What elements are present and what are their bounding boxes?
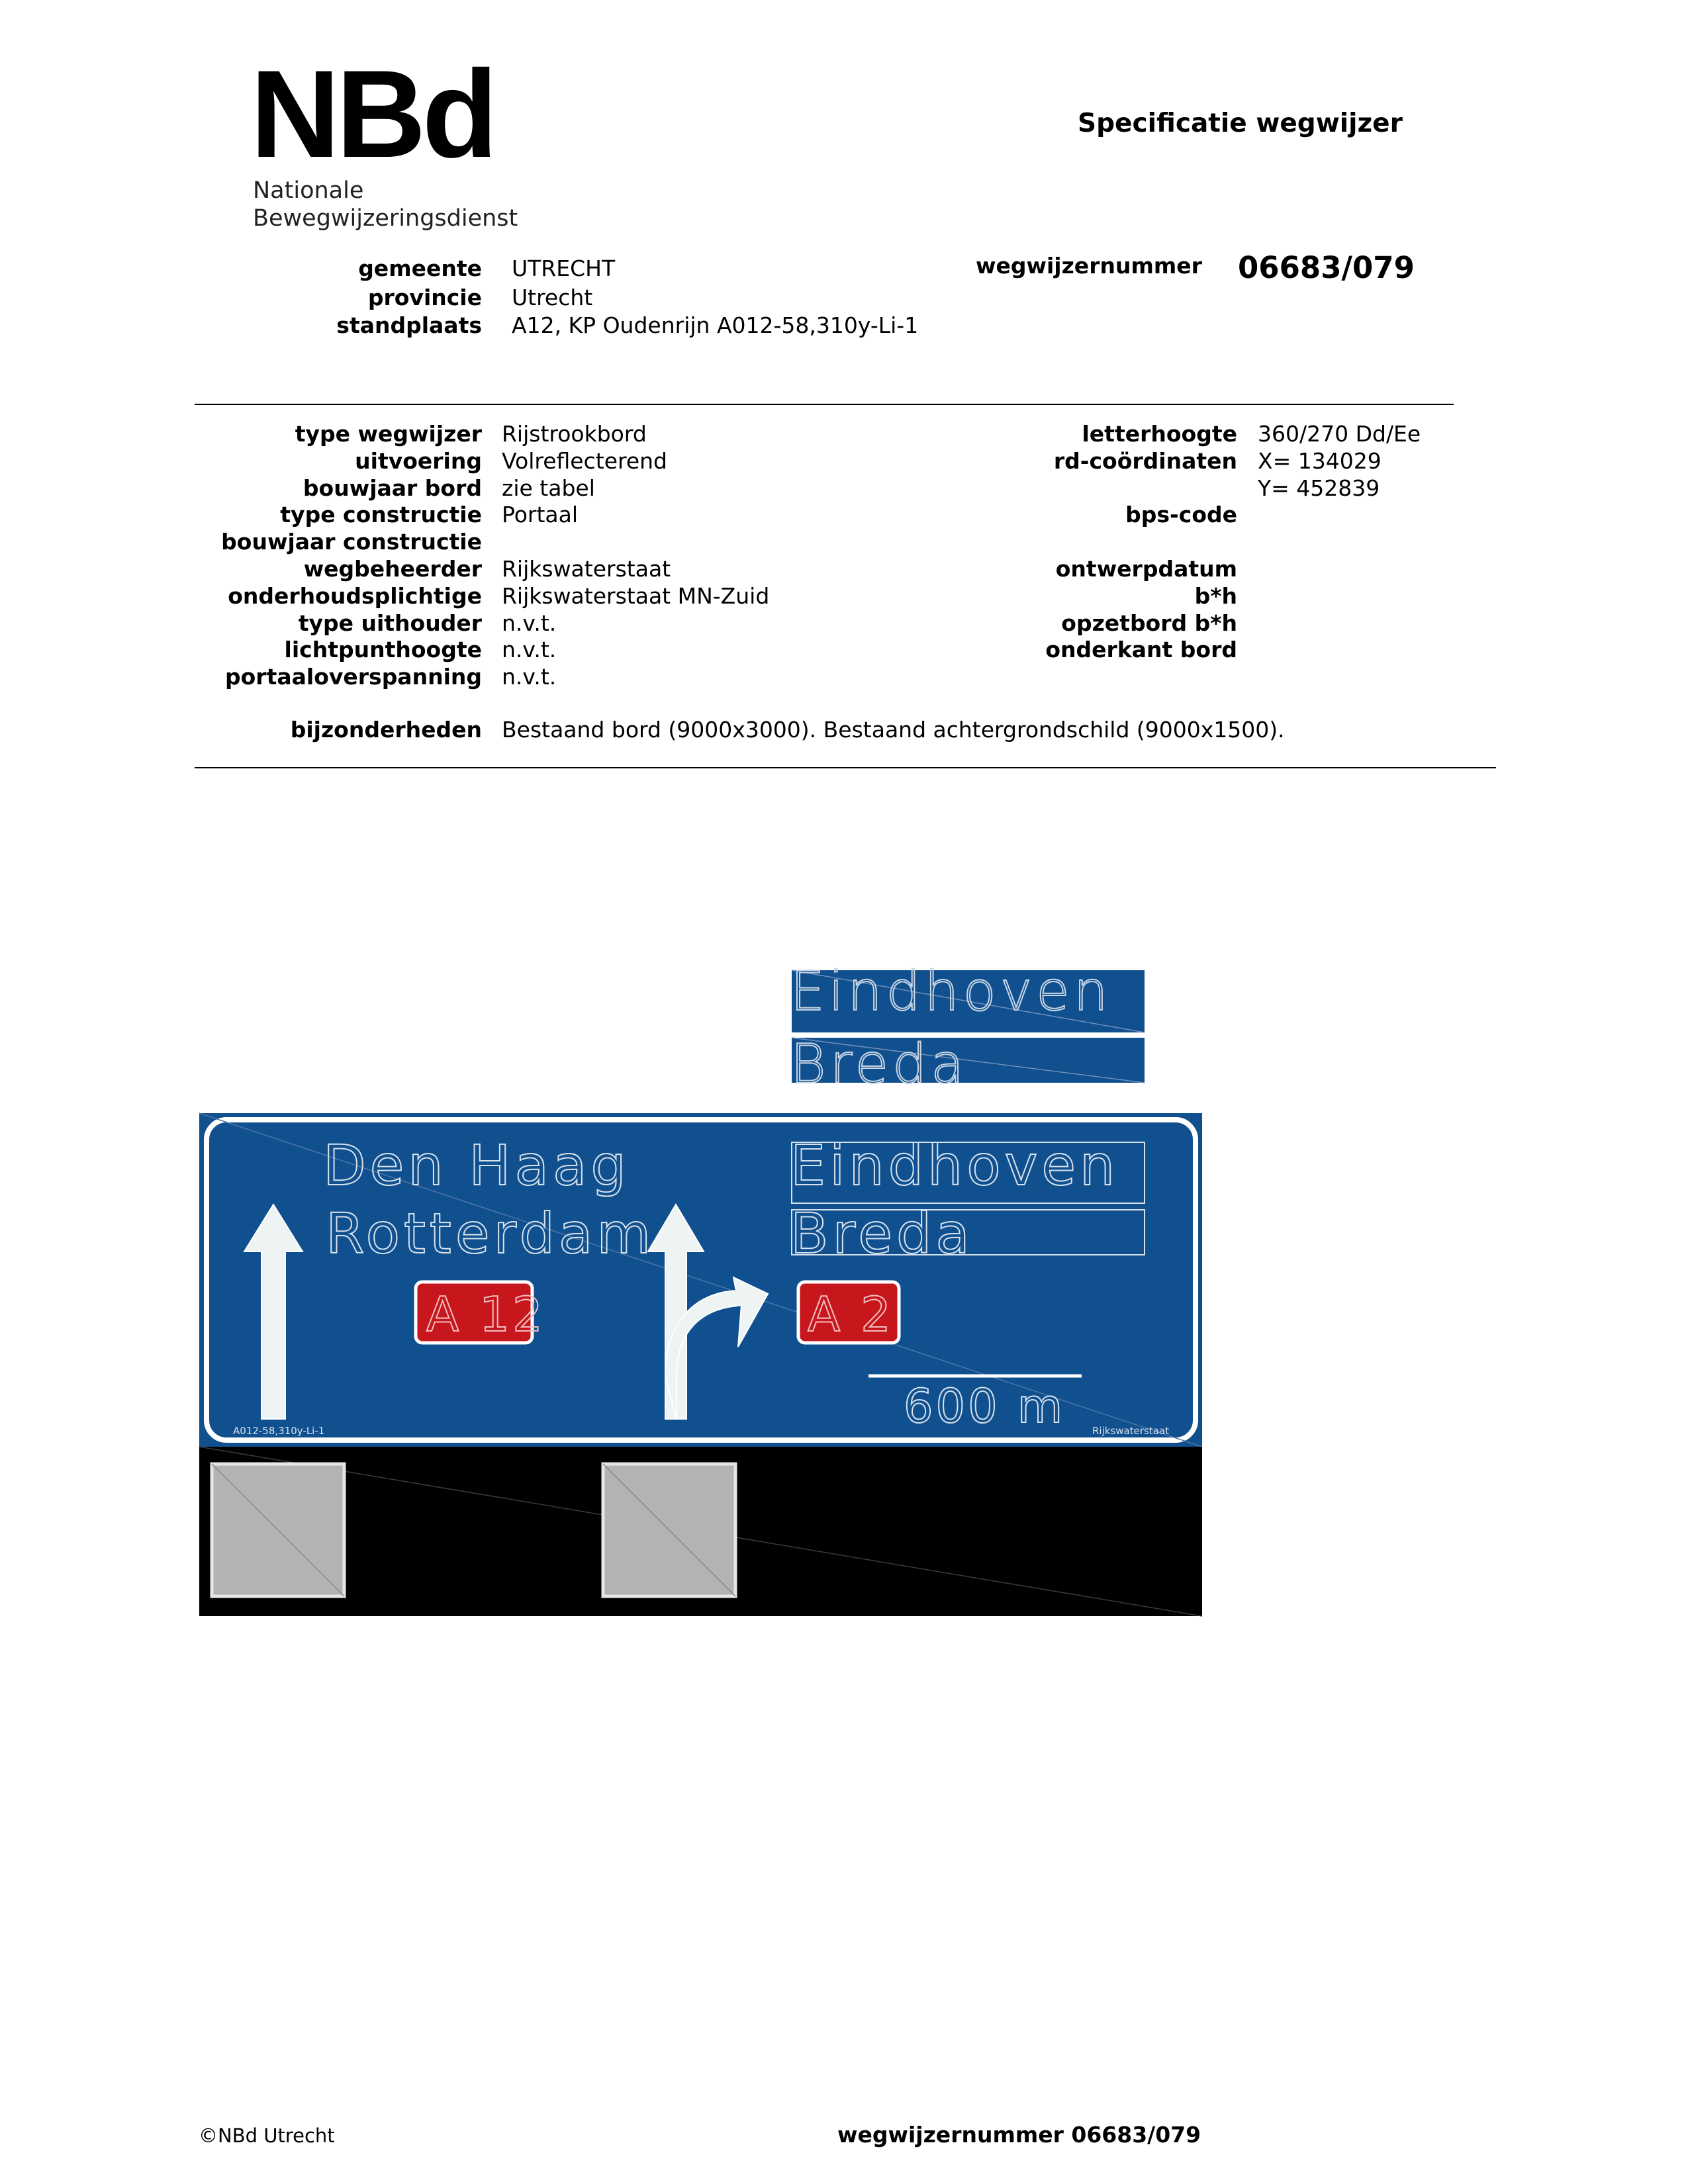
spec-value: Portaal	[502, 502, 579, 528]
top-panel-text-2: Breda	[790, 1033, 968, 1096]
wegwijzernummer-label: wegwijzernummer	[976, 253, 1202, 279]
distance-text: 600 m	[904, 1379, 1066, 1433]
spec-label: type constructie	[280, 502, 482, 528]
spec-label: letterhoogte	[1082, 421, 1237, 447]
spec-label: bouwjaar bord	[303, 475, 482, 501]
logo-line-1: Nationale	[253, 177, 364, 204]
gemeente-label: gemeente	[358, 255, 482, 281]
left-destination-1: Den Haag	[323, 1133, 630, 1198]
wegwijzernummer-value: 06683/079	[1238, 250, 1415, 285]
spec-value: Volreflecterend	[502, 447, 667, 474]
spec-value: n.v.t.	[502, 610, 557, 636]
bijzonderheden-value: Bestaand bord (9000x3000). Bestaand achtergrondschild (9000x1500).	[502, 717, 1285, 743]
spec-label: onderkant bord	[1045, 637, 1237, 663]
gemeente-value: UTRECHT	[512, 255, 616, 281]
sign-owner-text: Rijkswaterstaat	[1092, 1425, 1169, 1437]
bijzonderheden-label: bijzonderheden	[290, 717, 482, 743]
document-title: Specificatie wegwijzer	[1078, 109, 1403, 138]
spec-value: X= 134029	[1258, 447, 1382, 474]
right-destination-1: Eindhoven	[790, 1133, 1119, 1198]
spec-label: ontwerpdatum	[1055, 556, 1237, 582]
spec-label: lichtpunthoogte	[284, 637, 482, 663]
spec-label: uitvoering	[355, 447, 482, 474]
provincie-label: provincie	[367, 285, 482, 310]
spec-label: onderhoudsplichtige	[228, 582, 482, 609]
spec-label: type uithouder	[298, 610, 482, 636]
spec-label: bouwjaar constructie	[221, 529, 482, 555]
spec-label: rd-coördinaten	[1053, 447, 1237, 474]
spec-value: n.v.t.	[502, 637, 557, 663]
spec-label: opzetbord b*h	[1061, 610, 1237, 636]
spec-label: wegbeheerder	[303, 556, 482, 582]
spec-label: bps-code	[1125, 502, 1237, 528]
provincie-value: Utrecht	[512, 285, 593, 310]
road-plate-a12-text: A 12	[426, 1287, 545, 1342]
standplaats-value: A12, KP Oudenrijn A012-58,310y-Li-1	[512, 312, 919, 338]
spec-value: zie tabel	[502, 475, 595, 501]
nbd-logo: NBd	[250, 44, 494, 183]
spec-value: 360/270 Dd/Ee	[1258, 421, 1421, 447]
spec-value: Rijkswaterstaat	[502, 556, 671, 582]
right-destination-2: Breda	[790, 1201, 974, 1266]
sign-code-text: A012-58,310y-Li-1	[233, 1425, 325, 1437]
spec-value: Rijkswaterstaat MN-Zuid	[502, 582, 770, 609]
left-destination-2: Rotterdam	[326, 1201, 655, 1266]
footer-copyright: ©NBd Utrecht	[199, 2124, 335, 2147]
spec-value: Rijstrookbord	[502, 421, 647, 447]
top-panel-text-1: Eindhoven	[790, 960, 1112, 1023]
spec-value: Y= 452839	[1258, 475, 1380, 501]
spec-label: b*h	[1194, 582, 1237, 609]
spec-value: n.v.t.	[502, 664, 557, 690]
footer-wegwijzernummer: wegwijzernummer 06683/079	[837, 2122, 1201, 2148]
logo-line-2: Bewegwijzeringsdienst	[253, 205, 518, 232]
spec-label: portaaloverspanning	[225, 664, 482, 690]
standplaats-label: standplaats	[336, 312, 482, 338]
spec-label: type wegwijzer	[295, 421, 482, 447]
road-plate-a2-text: A 2	[808, 1287, 894, 1342]
